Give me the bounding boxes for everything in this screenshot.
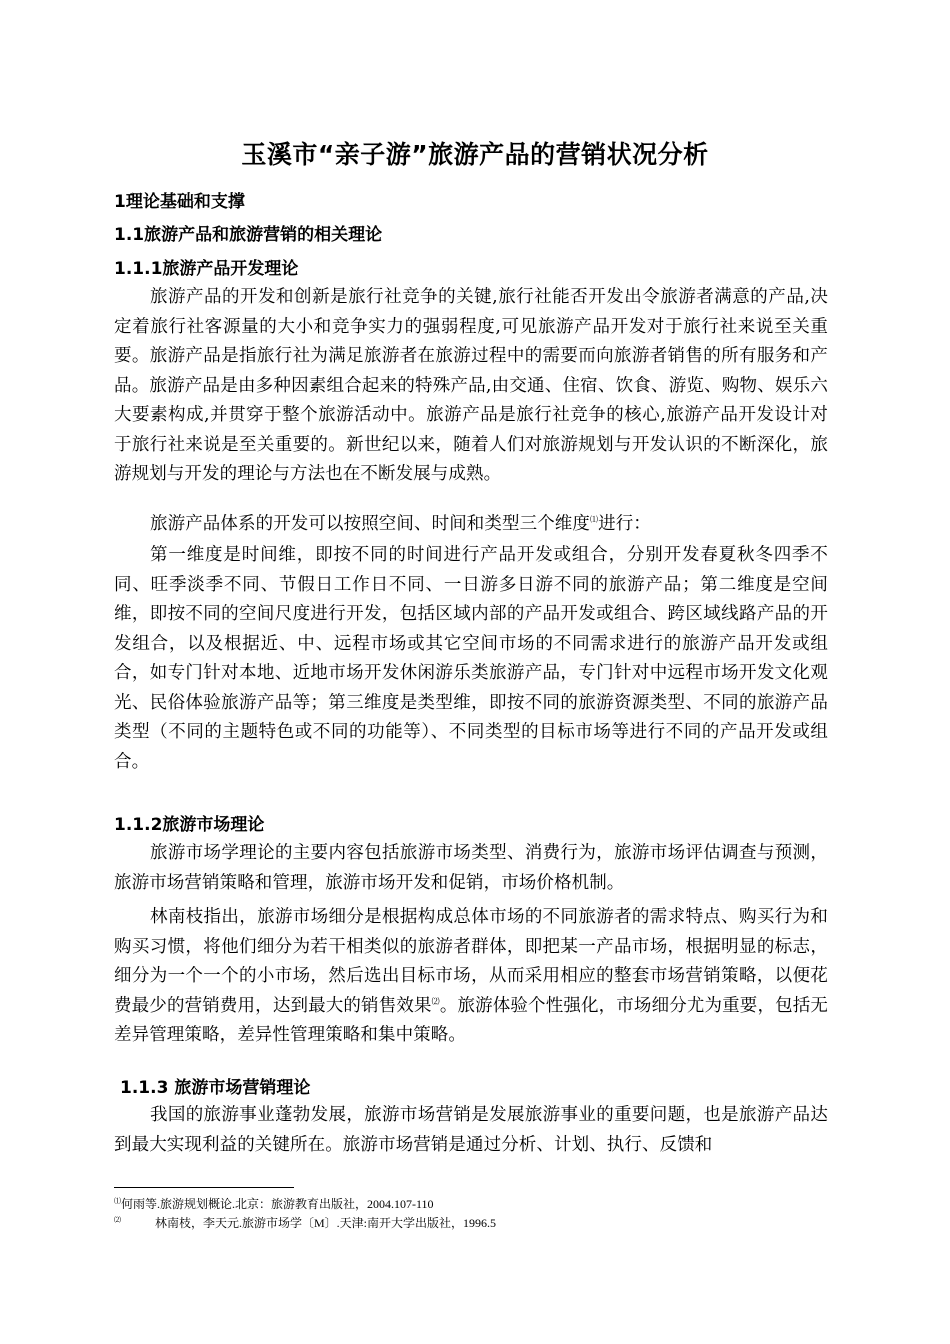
paragraph-text: 。旅游体验个性强化，市场细分尤为重要，包括无差异管理策略，差异性管理策略和集中策略。 — [114, 995, 828, 1045]
footnote-ref-1: ⑴ — [590, 515, 599, 524]
footnote-text-2: 林南枝，李天元.旅游市场学〔M〕.天津:南开大学出版社，1996.5 — [155, 1216, 497, 1230]
footnote-mark-1: ⑴ — [114, 1197, 121, 1205]
heading-1-1-3: 1.1.3 旅游市场营销理论 — [120, 1078, 311, 1098]
paragraph-market-segmentation — [114, 903, 828, 1051]
heading-1-1: 1.1旅游产品和旅游营销的相关理论 — [114, 225, 383, 245]
paragraph-dimensions-intro — [114, 510, 828, 540]
heading-1-1-1: 1.1.1旅游产品开发理论 — [114, 259, 299, 279]
paragraph-text: 旅游产品体系的开发可以按照空间、时间和类型三个维度 — [150, 514, 590, 534]
paragraph-product-development: 旅游产品的开发和创新是旅行社竞争的关键,旅行社能否开发出令旅游者满意的产品,决定着旅行社客源量的大小和竞争实力的强弱程度,可见旅游产品开发对于旅行社来说至关重要。旅游产品是指旅行社为满足旅游者在旅游过程中的需要而向旅游者销售的所有服务和产品。旅游产品是由多种因素组合起来的特殊产品,由交通、住宿、饮食、游览、购物、娱乐六大要素构成,并贯穿于整个旅游活动中。旅游产品是旅行社竞争的核心,旅游产品开发设计对于旅行社来说是至关重要的。新世纪以来，随着人们对旅游规划与开发认识的不断深化，旅游规划与开发的理论与方法也在不断发展与成熟。 — [114, 287, 828, 484]
paragraph-text: 进行： — [598, 514, 651, 534]
page-title: 玉溪市“亲子游”旅游产品的营销状况分析 — [241, 140, 709, 169]
heading-1: 1理论基础和支撑 — [114, 192, 245, 212]
heading-1-1-2: 1.1.2旅游市场理论 — [114, 815, 265, 835]
paragraph-dimensions-detail: 第一维度是时间维，即按不同的时间进行产品开发或组合，分别开发春夏秋冬四季不同、旺季淡季不同、节假日工作日不同、一日游多日游不同的旅游产品；第二维度是空间维，即按不同的空间尺度进行开发，包括区域内部的产品开发或组合、跨区域线路产品的开发组合，以及根据近、中、远程市场或其它空间市场的不同需求进行的旅游产品开发或组合，如专门针对本地、近地市场开发休闲游乐类旅游产品，专门针对中远程市场开发文化观光、民俗体验旅游产品等；第三维度是类型维，即按不同的旅游资源类型、不同的旅游产品类型（不同的主题特色或不同的功能等）、不同类型的目标市场等进行不同的产品开发或组合。 — [114, 545, 828, 772]
paragraph-marketing-theory: 我国的旅游事业蓬勃发展，旅游市场营销是发展旅游事业的重要问题，也是旅游产品达到最大实现利益的关键所在。旅游市场营销是通过分析、计划、执行、反馈和 — [114, 1105, 828, 1155]
paragraph-market-theory: 旅游市场学理论的主要内容包括旅游市场类型、消费行为，旅游市场评估调查与预测，旅游市场营销策略和管理，旅游市场开发和促销，市场价格机制。 — [114, 843, 828, 893]
footnote-2 — [114, 1214, 496, 1231]
footnote-ref-2: ⑵ — [431, 996, 440, 1006]
footnote-mark-2: ⑵ — [114, 1216, 121, 1224]
footnote-1 — [114, 1195, 434, 1212]
paragraph-text: 林南枝指出，旅游市场细分是根据构成总体市场的不同旅游者的需求特点、购买行为和购买习惯，将他们细分为若干相类似的旅游者群体，即把某一产品市场，根据明显的标志，细分为一个一个的小市场，然后选出目标市场，从而采用相应的整套市场营销策略，以便花费最少的营销费用，达到最大的销售效果 — [114, 907, 828, 1016]
footnote-divider — [114, 1187, 294, 1188]
footnote-text-1: 何雨等.旅游规划概论.北京：旅游教育出版社，2004.107-110 — [121, 1197, 434, 1211]
